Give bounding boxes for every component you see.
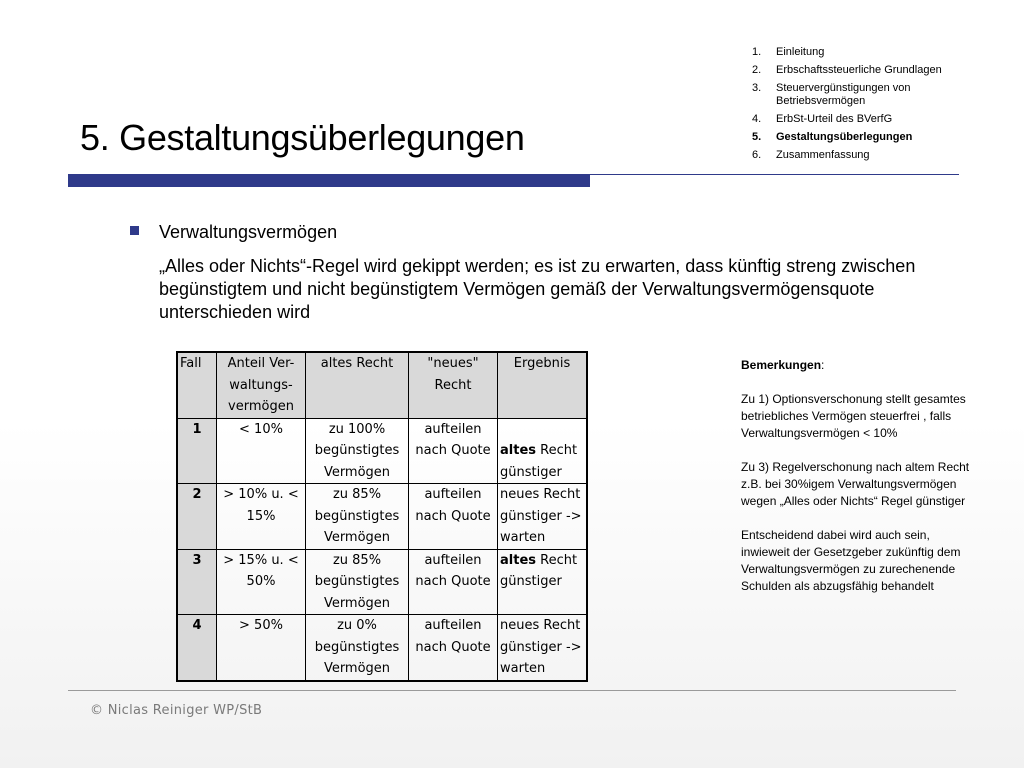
- header-old-law: altes Recht: [306, 352, 409, 418]
- header-rule-thin: [590, 174, 959, 175]
- remarks-title: Bemerkungen: [741, 358, 822, 372]
- toc-label: Gestaltungsüberlegungen: [776, 131, 913, 143]
- header-result: Ergebnis: [498, 352, 588, 418]
- toc-label: Zusammenfassung: [776, 149, 870, 161]
- slide-title: 5. Gestaltungsüberlegungen: [80, 117, 525, 158]
- toc-label: Steuervergünstigungen von Betriebsvermögen: [776, 82, 911, 107]
- footer-copyright: © Niclas Reiniger WP/StB: [90, 703, 263, 718]
- cell-fall: 1: [177, 418, 217, 484]
- footer-rule: [68, 690, 956, 691]
- toc-number: 5.: [752, 131, 762, 143]
- cell-share: > 15% u. < 50%: [217, 549, 306, 615]
- cell-new-law: aufteilen nach Quote: [409, 615, 498, 681]
- table-row: [177, 615, 587, 681]
- bullet-text: „Alles oder Nichts“-Regel wird gekippt werden; es ist zu erwarten, dass künftig streng zwischen begünstigtem und nicht begünstigtem Vermögen gemäß der Verwaltungsvermögensquote unterschieden wird: [159, 256, 916, 322]
- cell-old-law: zu 85% begünstigtes Vermögen: [306, 484, 409, 550]
- cell-share: > 50%: [217, 615, 306, 681]
- result-emphasis: altes: [500, 552, 536, 568]
- toc-item-1: [752, 46, 972, 59]
- remarks-panel: [741, 357, 976, 612]
- table-row: [177, 484, 587, 550]
- remark-paragraph: Zu 1) Optionsverschonung stellt gesamtes betriebliches Vermögen steuerfrei , falls Verwaltungsvermögen < 10%: [741, 392, 966, 440]
- toc-item-3: [752, 82, 972, 108]
- result-text: Recht günstiger: [500, 552, 578, 589]
- result-emphasis: altes: [500, 443, 536, 458]
- remarks-heading: [741, 357, 976, 374]
- toc-number: 3.: [752, 82, 762, 94]
- remark-paragraph: Zu 3) Regelverschonung nach altem Recht z.B. bei 30%igem Verwaltungsvermögen wegen „Alles oder Nichts“ Regel günstiger: [741, 460, 970, 508]
- cell-fall: 3: [177, 549, 217, 615]
- cell-new-law: aufteilen nach Quote: [409, 484, 498, 550]
- header-new-law: "neues" Recht: [409, 352, 498, 418]
- table-row: [177, 549, 587, 615]
- bullet-heading: Verwaltungsvermögen: [159, 222, 338, 242]
- result-text: neues Recht günstiger -> warten: [500, 487, 582, 545]
- cell-old-law: zu 85% begünstigtes Vermögen: [306, 549, 409, 615]
- table-of-contents: [752, 46, 972, 167]
- header-share: Anteil Ver-waltungs-vermögen: [217, 352, 306, 418]
- cell-result: [498, 484, 588, 550]
- toc-number: 4.: [752, 113, 762, 125]
- cell-old-law: zu 0% begünstigtes Vermögen: [306, 615, 409, 681]
- table-row: [177, 418, 587, 484]
- square-bullet-icon: [130, 226, 139, 235]
- toc-label: Erbschaftssteuerliche Grundlagen: [776, 64, 942, 76]
- rules-table-wrapper: [176, 351, 588, 682]
- header-fall: Fall: [177, 352, 217, 418]
- toc-number: 6.: [752, 149, 762, 161]
- toc-item-4: [752, 113, 972, 126]
- cell-result: [498, 615, 588, 681]
- cell-fall: 4: [177, 615, 217, 681]
- header-rule-thick: [68, 174, 590, 187]
- table-header-row: [177, 352, 587, 418]
- cell-fall: 2: [177, 484, 217, 550]
- cell-result: [498, 418, 588, 484]
- toc-label: Einleitung: [776, 46, 825, 58]
- cell-new-law: aufteilen nach Quote: [409, 418, 498, 484]
- remark-paragraph: Entscheidend dabei wird auch sein, inwieweit der Gesetzgeber zukünftig dem Verwaltungsvermögen zu zurechenende Schulden als abzugsfähig behandelt: [741, 528, 961, 593]
- result-text: Recht günstiger: [500, 443, 578, 480]
- toc-number: 1.: [752, 46, 762, 58]
- remarks-title-suffix: :: [821, 358, 825, 372]
- cell-share: < 10%: [217, 418, 306, 484]
- toc-number: 2.: [752, 64, 762, 76]
- toc-item-2: [752, 64, 972, 77]
- toc-label: ErbSt-Urteil des BVerfG: [776, 113, 893, 125]
- cell-share: > 10% u. < 15%: [217, 484, 306, 550]
- toc-item-6: [752, 149, 972, 162]
- cell-old-law: zu 100% begünstigtes Vermögen: [306, 418, 409, 484]
- cell-result: [498, 549, 588, 615]
- rules-table: [176, 351, 588, 682]
- toc-item-5-active: [752, 131, 972, 144]
- cell-new-law: aufteilen nach Quote: [409, 549, 498, 615]
- result-text: neues Recht günstiger -> warten: [500, 618, 582, 676]
